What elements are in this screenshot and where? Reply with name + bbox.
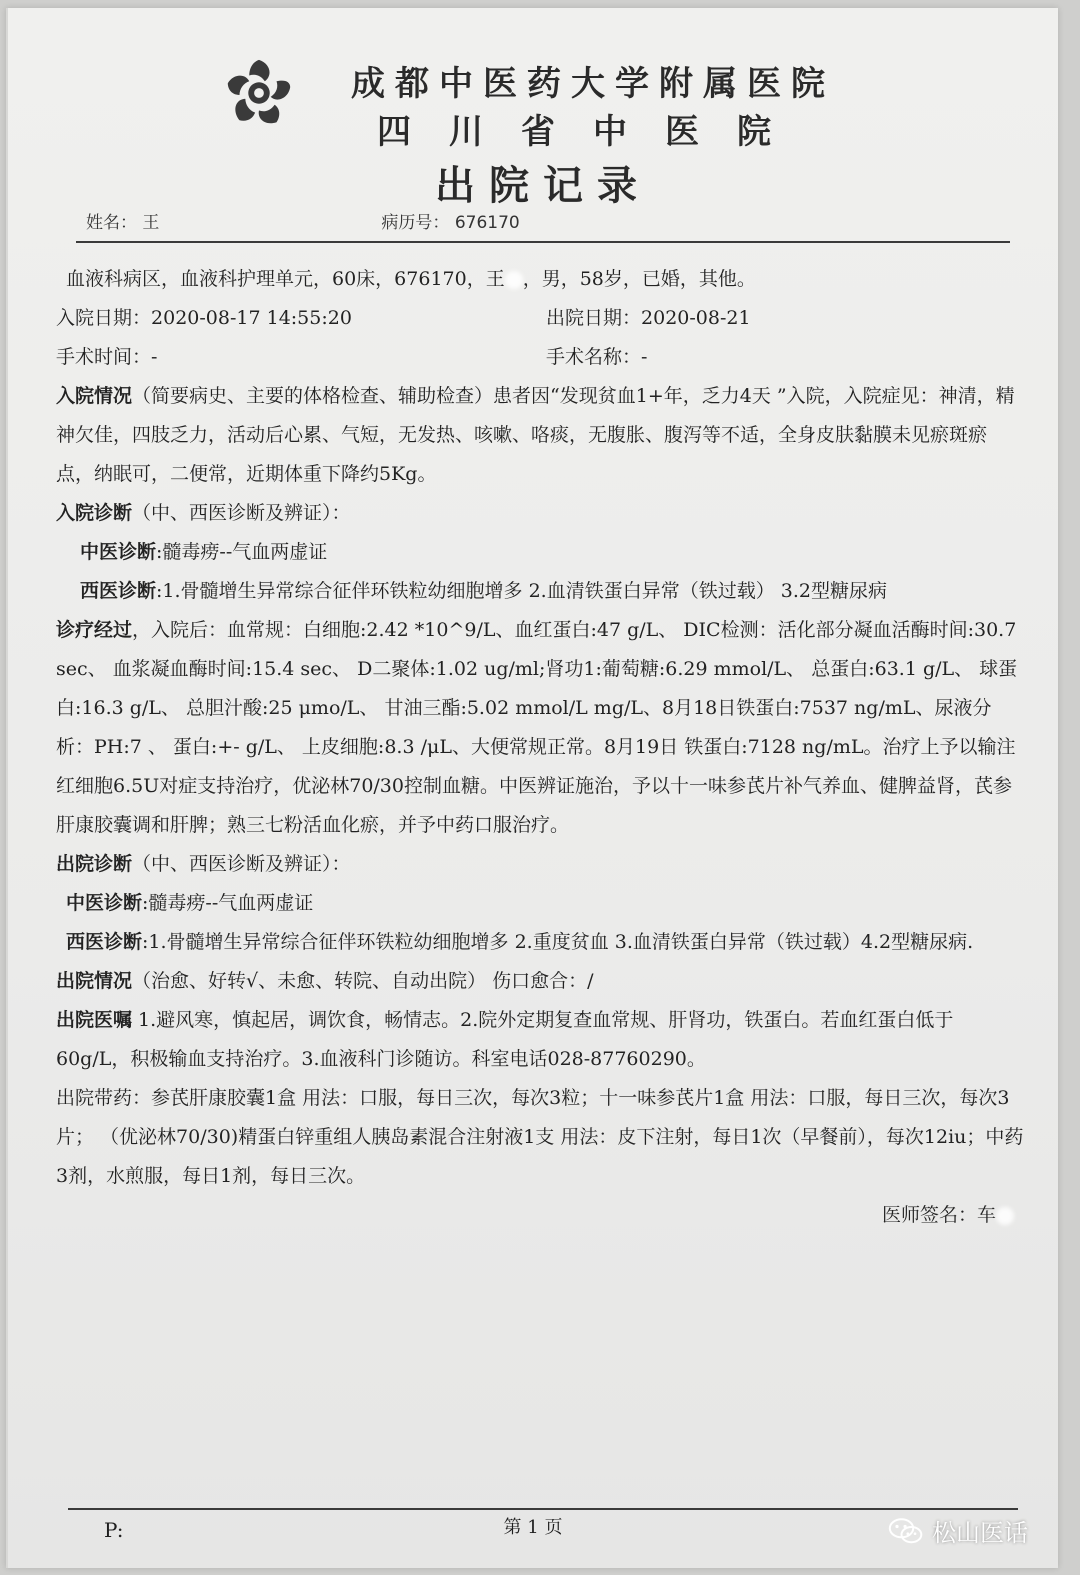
document-header bbox=[8, 8, 1058, 218]
admission-diagnosis-heading: 入院诊断（中、西医诊断及辨证）： bbox=[56, 502, 351, 524]
footer-p-label: P: bbox=[104, 1518, 124, 1542]
section-label: 入院情况 bbox=[56, 385, 133, 407]
header-divider bbox=[76, 241, 1010, 243]
patient-summary: 血液科病区，血液科护理单元，60床，676170，王 ，男，58岁，已婚，其他。 bbox=[66, 268, 756, 290]
record-body bbox=[56, 260, 1024, 1235]
admission-dates-row: 入院日期：2020-08-17 14:55:20 出院日期：2020-08-21 bbox=[56, 307, 751, 329]
hospital-alt-name: 四川省中医院 bbox=[377, 112, 809, 152]
treatment-section: 诊疗经过，入院后：血常规：白细胞:2.42 *10^9/L、血红蛋白:47 g/L、 DIC检测：活化部分凝血活酶时间:30.7 sec、 血浆凝血酶时间:15.4 sec、 D二聚体:1.02 ug/ml;肾功1:葡萄糖:6.29 mmol/L、 总蛋白:63.1 g/L、 球蛋白:16.3 g/L、 总胆汁酸:25 μmo/L、 甘油三酯:5.02 mmol/L mg/L、8月18日铁蛋白:7537 ng/mL、尿液分析：PH:7 、 蛋白:+- g/L、 上皮细胞:8.3 /μL、大便常规正常。8月19日 铁蛋白:7128 ng/mL。治疗上予以输注红细胞6.5U对症支持治疗，优泌林70/30控制血糖。中医辨证施治，予以十一味参芪片补气养血、健脾益肾，芪参肝康胶囊调和肝脾；熟三七粉活血化瘀，并予中药口服治疗。 bbox=[56, 619, 1018, 836]
section-label: 诊疗经过 bbox=[56, 619, 133, 641]
discharge-wm-diagnosis: 西医诊断:1.骨髓增生异常综合征伴环铁粒幼细胞增多 2.重度贫血 3.血清铁蛋白异常（铁过载）4.2型糖尿病. bbox=[66, 931, 974, 953]
discharge-diagnosis-heading: 出院诊断（中、西医诊断及辨证）： bbox=[56, 853, 351, 875]
discharge-tcm-diagnosis: 中医诊断:髓毒痨--气血两虚证 bbox=[66, 892, 314, 914]
admission-wm-diagnosis: 西医诊断:1.骨髓增生异常综合征伴环铁粒幼细胞增多 2.血清铁蛋白异常（铁过载） 3.2型糖尿病 bbox=[80, 580, 887, 602]
page-number: 第 1 页 bbox=[503, 1517, 563, 1538]
document-title: 出院记录 bbox=[435, 163, 651, 209]
physician-signature: 医师签名：车 bbox=[56, 1196, 1024, 1235]
patient-name-field: 姓名： 王 bbox=[86, 213, 160, 233]
footer-divider bbox=[68, 1508, 1018, 1510]
wechat-icon bbox=[888, 1516, 924, 1546]
source-watermark bbox=[888, 1513, 1028, 1548]
discharge-medications-section: 出院带药：参芪肝康胶囊1盒 用法：口服，每日三次，每次3粒；十一味参芪片1盒 用法：口服，每日三次，每次3片； （优泌林70/30)精蛋白锌重组人胰岛素混合注射液1支 用法：皮下注射，每日1次（早餐前），每次12iu；中药3剂，水煎服，每日1剂，每日三次。 bbox=[56, 1087, 1024, 1187]
admission-tcm-diagnosis: 中医诊断:髓毒痨--气血两虚证 bbox=[80, 541, 328, 563]
discharge-status-section: 出院情况（治愈、好转√、未愈、转院、自动出院） 伤口愈合：/ bbox=[56, 970, 594, 992]
watermark-text: 松山医话 bbox=[932, 1519, 1028, 1547]
discharge-orders-section: 出院医嘱 1.避风寒，慎起居，调饮食，畅情志。2.院外定期复查血常规、肝肾功，铁蛋白。若血红蛋白低于60g/L，积极输血支持治疗。3.血液科门诊随访。科室电话028-87760290。 bbox=[56, 1009, 954, 1070]
admission-status-section: 入院情况（简要病史、主要的体格检查、辅助检查）患者因“发现贫血1+年，乏力4天 ”入院，入院症见：神清，精神欠佳，四肢乏力，活动后心累、气短，无发热、咳嗽、咯痰，无腹胀、腹泻等不适，全身皮肤黏膜未见瘀斑瘀点，纳眠可，二便常，近期体重下降约5Kg。 bbox=[56, 385, 1015, 485]
surgery-name: - bbox=[641, 346, 648, 368]
discharge-date: 2020-08-21 bbox=[641, 307, 751, 329]
redaction-mark bbox=[996, 1207, 1014, 1225]
hospital-name: 成都中医药大学附属医院 bbox=[351, 64, 835, 104]
patient-id-row bbox=[86, 208, 520, 233]
record-number-field: 病历号： 676170 bbox=[381, 213, 520, 233]
redaction-mark bbox=[505, 271, 523, 289]
surgery-time: - bbox=[151, 346, 158, 368]
document-page bbox=[6, 8, 1058, 1568]
surgery-row: 手术时间：- 手术名称：- bbox=[56, 346, 648, 368]
admission-date: 2020-08-17 14:55:20 bbox=[151, 307, 352, 329]
